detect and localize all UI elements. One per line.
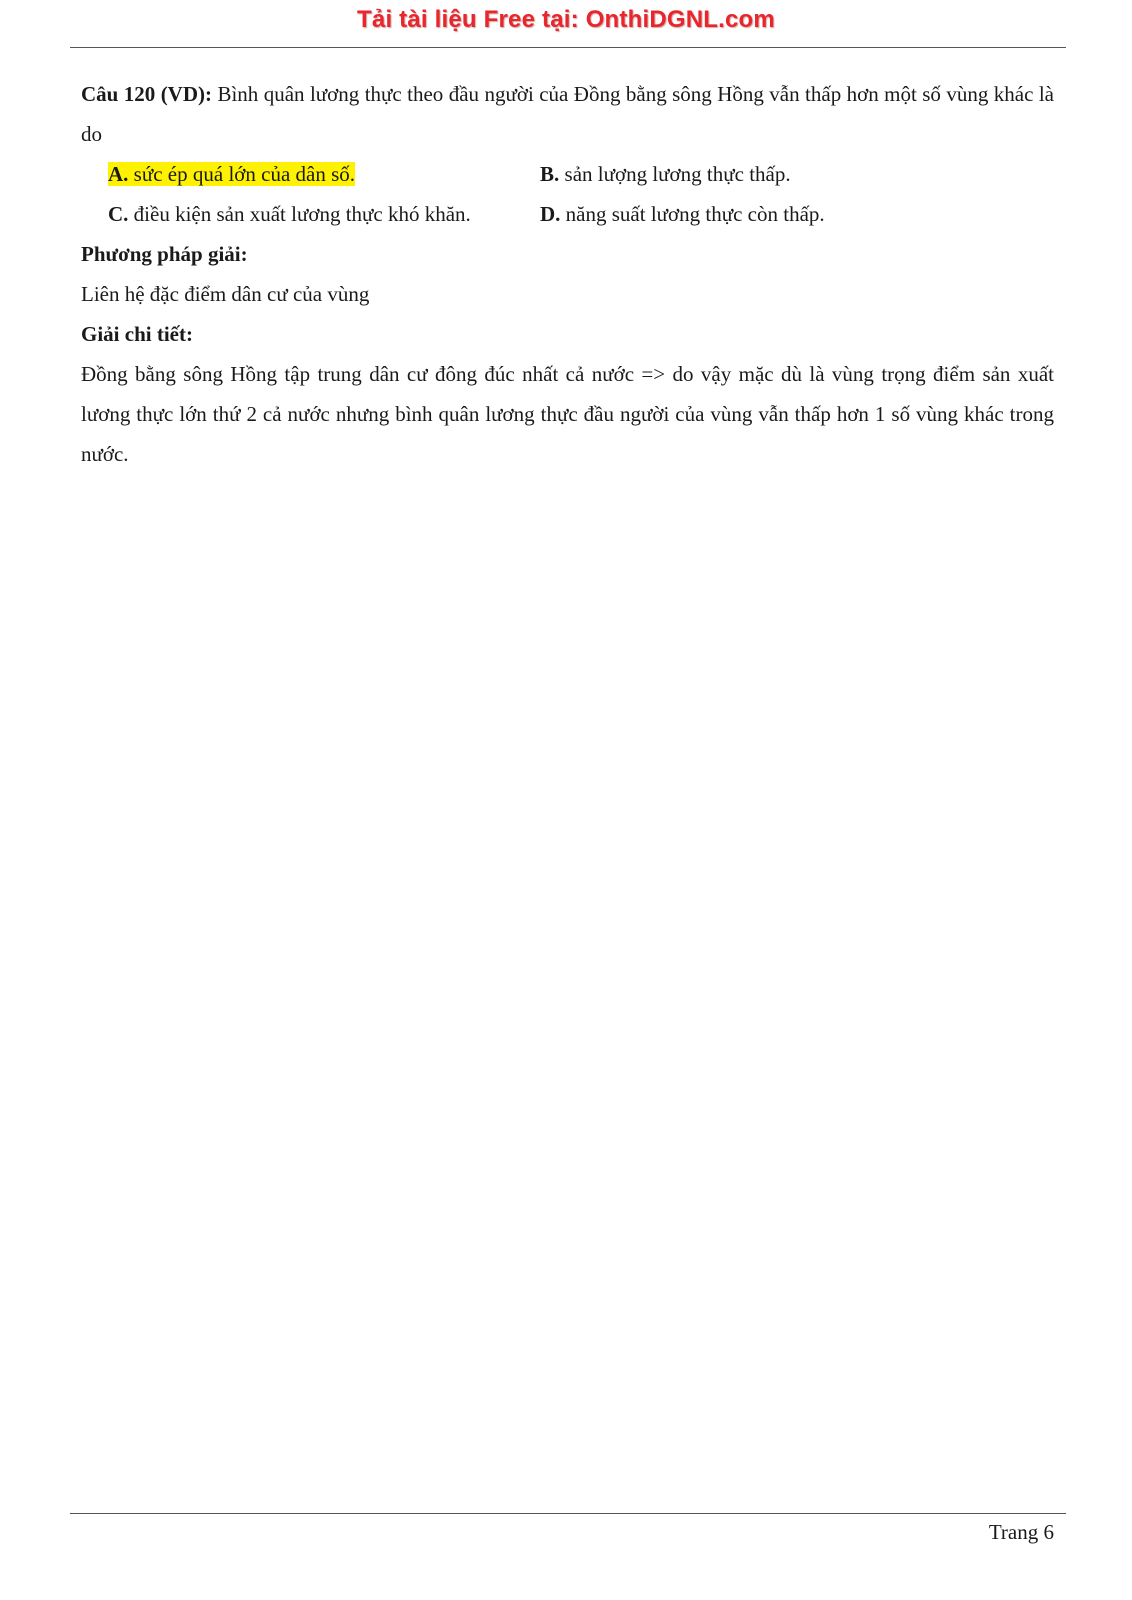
page-number: Trang 6 — [988, 1520, 1054, 1544]
footer-divider — [70, 1513, 1066, 1514]
solution-heading: Giải chi tiết: — [81, 322, 193, 346]
option-d — [540, 194, 1054, 234]
answer-options — [81, 154, 1054, 234]
option-a-letter: A. — [108, 162, 129, 186]
option-a — [108, 154, 540, 194]
option-a-highlight — [108, 162, 355, 186]
option-d-letter: D. — [540, 202, 561, 226]
option-c-letter: C. — [108, 202, 129, 226]
question-stem: Bình quân lương thực theo đầu người của Đồng bằng sông Hồng vẫn thấp hơn một số vùng khác là do — [81, 82, 1054, 146]
method-heading: Phương pháp giải: — [81, 242, 248, 266]
option-b — [540, 154, 1054, 194]
option-c — [108, 194, 540, 234]
document-body — [81, 74, 1054, 474]
header-divider — [70, 47, 1066, 48]
question-paragraph — [81, 74, 1054, 154]
option-c-text: điều kiện sản xuất lương thực khó khăn. — [128, 202, 471, 226]
method-text: Liên hệ đặc điểm dân cư của vùng — [81, 282, 370, 306]
solution-text: Đồng bằng sông Hồng tập trung dân cư đông đúc nhất cả nước => do vậy mặc dù là vùng trọng điểm sản xuất lương thực lớn thứ 2 cả nước nhưng bình quân lương thực đầu người của vùng vẫn thấp hơn 1 số vùng khác trong nước. — [81, 362, 1054, 466]
option-b-text: sản lượng lương thực thấp. — [559, 162, 791, 186]
option-a-text: sức ép quá lớn của dân số. — [128, 162, 356, 186]
option-d-text: năng suất lương thực còn thấp. — [560, 202, 825, 226]
question-label: Câu 120 (VD): — [81, 82, 213, 106]
option-b-letter: B. — [540, 162, 560, 186]
header-banner: Tải tài liệu Free tại: OnthiDGNL.com — [357, 6, 775, 33]
